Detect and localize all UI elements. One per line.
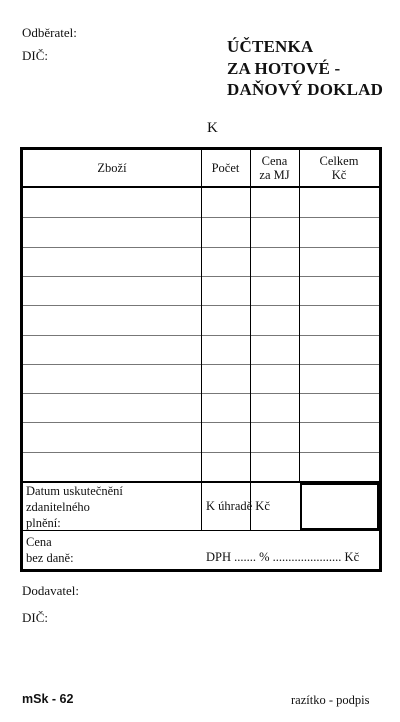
total-line-1: Celkem [319, 154, 359, 168]
title-line-2: ZA HOTOVÉ - [227, 58, 341, 78]
total-line-2: Kč [331, 168, 347, 182]
customer-tax-id-label: DIČ: [22, 48, 48, 63]
date-line-2: zdanitelného [26, 500, 90, 514]
unit-price-line-2: za MJ [259, 168, 290, 182]
date-line-1: Datum uskutečnění [26, 484, 123, 498]
supplier-label: Dodavatel: [22, 583, 80, 598]
column-header-goods: Zboží [97, 161, 127, 175]
stamp-signature-label: razítko - podpis [291, 693, 370, 707]
customer-label: Odběratel: [22, 25, 77, 40]
document-title [227, 36, 383, 101]
column-divider-3 [299, 150, 300, 481]
column-header-total [299, 154, 379, 182]
k-label: K [207, 120, 218, 136]
title-line-3: DAŇOVÝ DOKLAD [227, 80, 384, 99]
column-header-unit-price [250, 154, 299, 182]
amount-due-label: K úhradě Kč [206, 499, 270, 513]
price-line-1: Cena [26, 535, 52, 549]
unit-price-line-1: Cena [261, 154, 288, 168]
date-of-taxable-supply-label [26, 483, 201, 531]
amount-due-box[interactable] [300, 483, 379, 530]
price-excluding-vat-label [26, 534, 201, 566]
title-line-1: ÚČTENKA [227, 37, 314, 56]
price-line-2: bez daně: [26, 551, 74, 565]
date-line-3: plnění: [26, 516, 61, 530]
product-code: mSk - 62 [22, 692, 74, 706]
column-header-count: Počet [211, 161, 240, 175]
items-table [20, 147, 382, 572]
supplier-tax-id-label: DIČ: [22, 610, 48, 625]
vat-line: DPH ....... % ...................... Kč [206, 550, 360, 564]
column-divider-2 [250, 150, 251, 531]
column-divider-1 [201, 150, 202, 531]
